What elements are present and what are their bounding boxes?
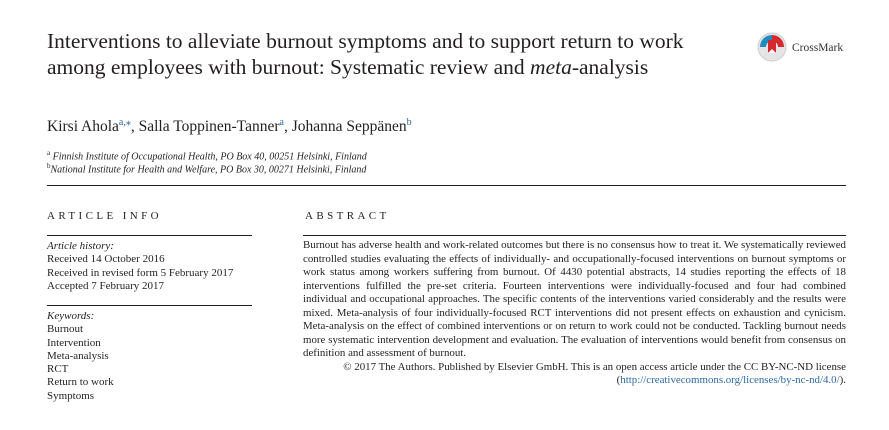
copyright-notice xyxy=(303,361,846,388)
keyword: Burnout xyxy=(47,323,84,336)
history-item: Accepted 7 February 2017 xyxy=(47,279,164,292)
title-text-italic: meta xyxy=(530,55,572,79)
author-affiliation-marker[interactable]: b xyxy=(406,117,412,128)
history-label: Article history: xyxy=(47,240,114,252)
affiliation-text: Finnish Institute of Occupational Health, PO Box 40, 00251 Helsinki, Finland xyxy=(52,151,367,163)
crossmark-badge[interactable] xyxy=(756,31,846,65)
keyword: Return to work xyxy=(47,376,114,389)
crossmark-icon xyxy=(756,31,788,65)
affiliation-marker: a xyxy=(47,149,51,157)
affiliation-b xyxy=(47,162,366,175)
abstract-heading: ABSTRACT xyxy=(305,210,390,222)
author-name[interactable]: Johanna Seppänen xyxy=(291,118,407,136)
abstract-divider xyxy=(303,235,846,236)
affiliation-text: National Institute for Health and Welfare, PO Box 30, 00271 Helsinki, Finland xyxy=(50,164,367,176)
author-separator: , xyxy=(283,118,292,136)
crossmark-label: CrossMark xyxy=(792,42,844,54)
license-link[interactable]: http://creativecommons.org/licenses/by-nc-nd/4.0/ xyxy=(620,374,840,386)
keyword: Intervention xyxy=(47,336,101,349)
article-info-divider xyxy=(47,235,252,236)
title-text-end: -analysis xyxy=(571,55,649,79)
article-title xyxy=(47,28,747,80)
history-item: Received in revised form 5 February 2017 xyxy=(47,266,234,279)
article-history xyxy=(47,240,233,293)
affiliation-a xyxy=(47,149,367,162)
author-list xyxy=(47,117,412,136)
history-item: Received 14 October 2016 xyxy=(47,253,165,266)
keyword: RCT xyxy=(47,363,69,376)
author-name[interactable]: Kirsi Ahola xyxy=(47,118,119,136)
title-text-main: Interventions to alleviate burnout symptoms and to support return to work among employees with burnout: Systematic review and xyxy=(47,29,684,79)
keywords-section xyxy=(47,310,114,403)
copyright-end: ). xyxy=(839,374,846,386)
abstract-body xyxy=(303,239,846,388)
author-separator: , xyxy=(130,118,139,136)
abstract-text: Burnout has adverse health and work-related outcomes but there is no consensus how to treat it. We systematically reviewed controlled studies evaluating the effects of individually- and occupationally-focused interventions on burnout symptoms or work status among workers suffering from burnout. Of 4430 potential abstracts, 14 studies reporting the effects of 18 interventions fulfilled the pre-set criteria. Fourteen interventions were individually-focused and four had combined individual and occupational approaches. The specific contents of the interventions varied considerably and the results were mixed. Meta-analysis of four individually-focused RCT interventions did not present effects on exhaustion and cynicism. Meta-analysis on the effect of combined interventions or on return to work could not be conducted. Tackling burnout needs more systematic intervention development and evaluation. The evaluation of interventions would benefit from consensus on definition and assessment of burnout. xyxy=(303,239,846,359)
keyword: Symptoms xyxy=(47,389,95,402)
author-name[interactable]: Salla Toppinen-Tanner xyxy=(138,118,280,136)
author-affiliation-marker[interactable]: a xyxy=(279,117,284,128)
keywords-label: Keywords: xyxy=(47,310,95,322)
keyword: Meta-analysis xyxy=(47,349,109,362)
keywords-divider xyxy=(47,305,252,306)
article-info-heading: ARTICLE INFO xyxy=(47,210,162,222)
affiliation-marker: b xyxy=(47,162,51,170)
copyright-text: © 2017 The Authors. Published by Elsevier GmbH. This is an open access article under the CC BY-NC-ND license ( xyxy=(343,360,846,386)
author-affiliation-marker[interactable]: a,⁎ xyxy=(118,117,131,128)
header-divider xyxy=(47,185,846,186)
